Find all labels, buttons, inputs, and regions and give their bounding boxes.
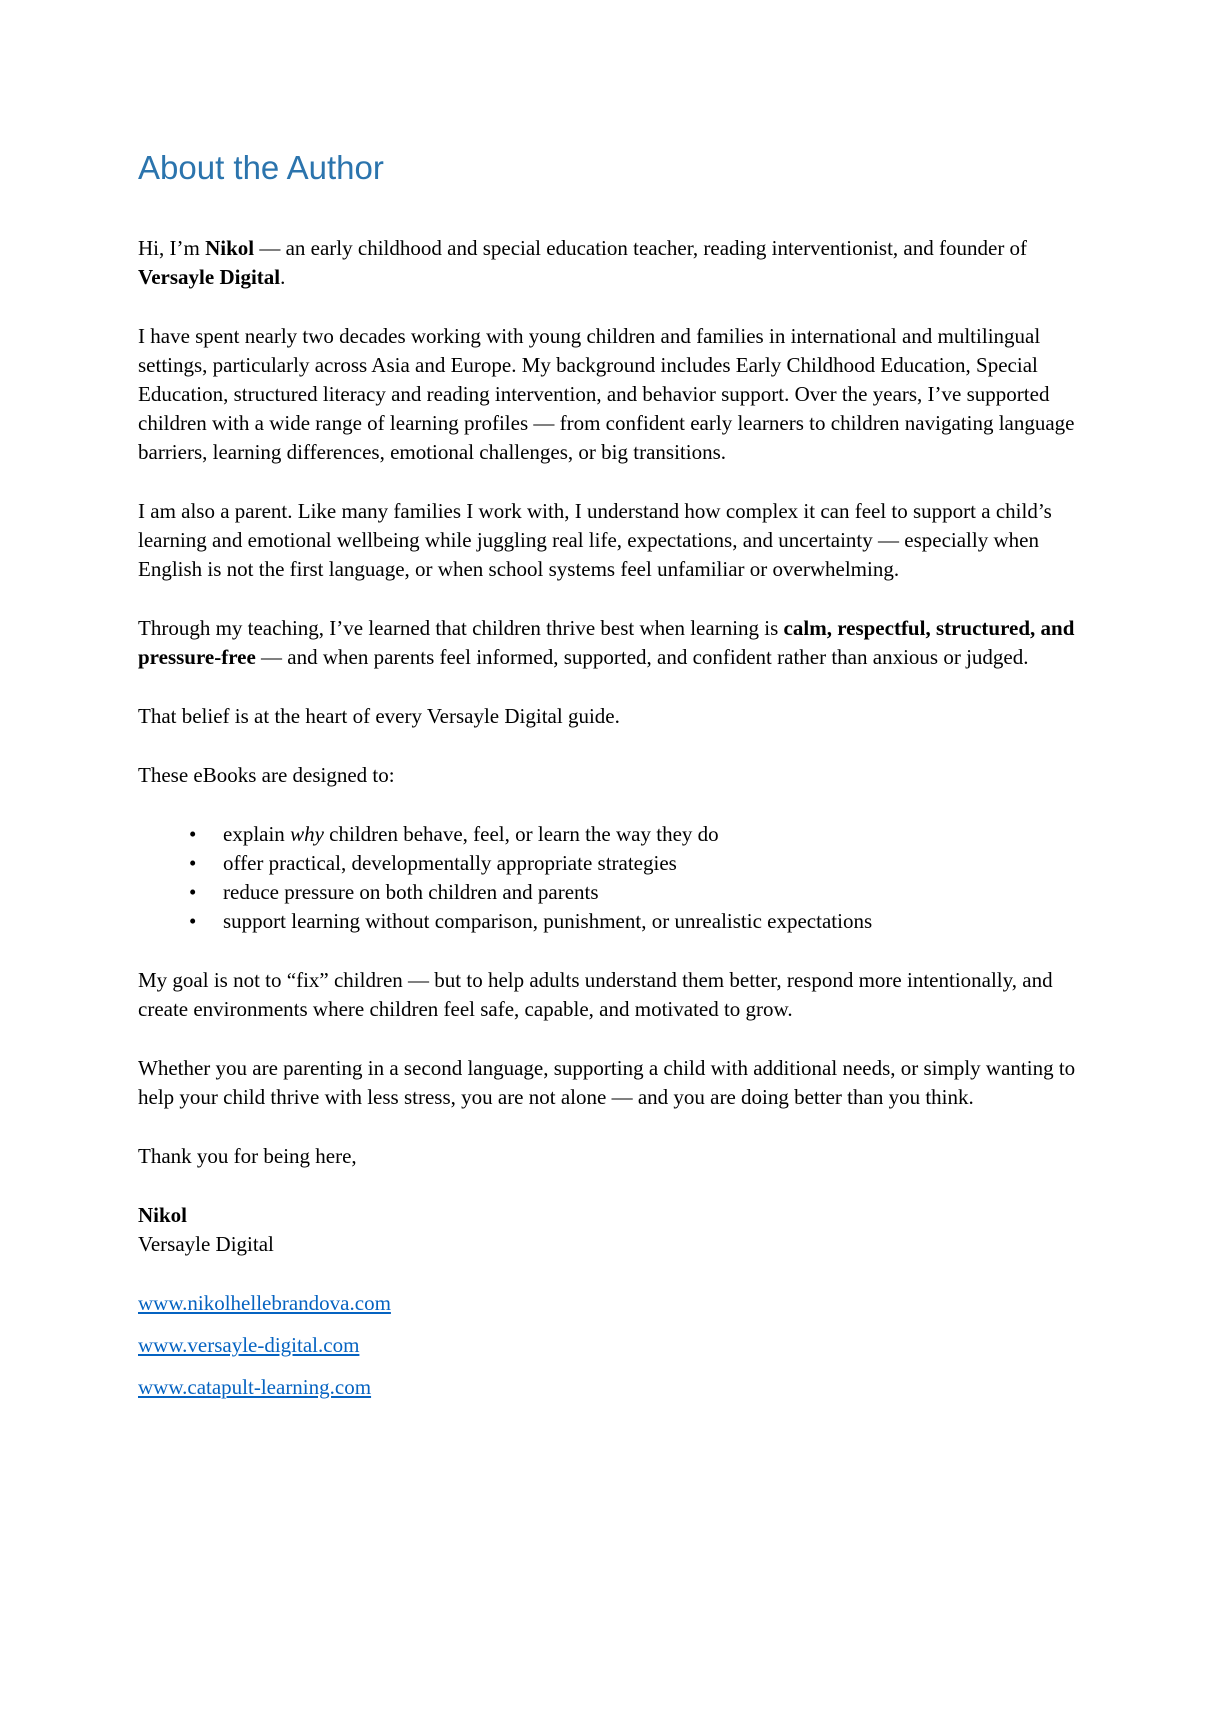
intro-paragraph xyxy=(138,234,1084,292)
page-title: About the Author xyxy=(138,149,384,186)
text-run: I am also a parent. Like many families I work with, I understand how complex it can feel to support a child’s learning and emotional wellbeing while juggling real life, expectations, and uncertainty — especially when English is not the first language, or when school systems feel unfamiliar or overwhelming. xyxy=(138,499,1052,581)
ebook-goals-list xyxy=(138,820,1084,936)
text-run: That belief is at the heart of every Versayle Digital guide. xyxy=(138,704,620,728)
text-run: why xyxy=(290,822,324,846)
link-catapult-learning[interactable]: www.catapult-learning.com xyxy=(138,1375,372,1399)
text-run: — an early childhood and special education teacher, reading interventionist, and founder of xyxy=(254,236,1028,260)
teaching-philosophy-paragraph xyxy=(138,614,1084,672)
text-run: Versayle Digital xyxy=(138,265,281,289)
text-run: reduce pressure on both children and parents xyxy=(223,880,599,904)
belief-paragraph xyxy=(138,702,1084,731)
text-run: My goal is not to “fix” children — but to help adults understand them better, respond more intentionally, and create environments where children feel safe, capable, and motivated to grow. xyxy=(138,968,1053,1021)
text-run: — and when parents feel informed, supported, and confident rather than anxious or judged. xyxy=(255,645,1029,669)
ebooks-intro-paragraph xyxy=(138,761,1084,790)
text-run: Whether you are parenting in a second language, supporting a child with additional needs, or simply wanting to help your child thrive with less stress, you are not alone — and you are doing better than you think. xyxy=(138,1056,1076,1109)
background-paragraph xyxy=(138,322,1084,467)
text-run: . xyxy=(280,265,286,289)
signature-company: Versayle Digital xyxy=(138,1232,274,1256)
link-line xyxy=(138,1289,1084,1318)
text-run: calm, respectful, structured, and pressure-free xyxy=(138,616,1075,669)
link-line xyxy=(138,1373,1084,1402)
text-run: These eBooks are designed to: xyxy=(138,763,395,787)
thanks-paragraph xyxy=(138,1142,1084,1171)
link-nikolhellebrandova[interactable]: www.nikolhellebrandova.com xyxy=(138,1291,391,1315)
text-run: explain xyxy=(223,822,291,846)
encouragement-paragraph xyxy=(138,1054,1084,1112)
text-run: support learning without comparison, punishment, or unrealistic expectations xyxy=(223,909,873,933)
parent-paragraph xyxy=(138,497,1084,584)
text-run: I have spent nearly two decades working with young children and families in international and multilingual settings, particularly across Asia and Europe. My background includes Early Childhood Education, Special Education, structured literacy and reading intervention, and behavior support. Over the years, I’ve supported children with a wide range of learning profiles — from confident early learners to children navigating language barriers, learning differences, emotional challenges, or big transitions. xyxy=(138,324,1075,464)
link-line xyxy=(138,1331,1084,1360)
list-item xyxy=(138,878,1084,907)
text-run: offer practical, developmentally appropriate strategies xyxy=(223,851,677,875)
text-run: children behave, feel, or learn the way they do xyxy=(323,822,719,846)
text-run: Through my teaching, I’ve learned that children thrive best when learning is xyxy=(138,616,784,640)
signature-block xyxy=(138,1201,1084,1259)
text-run: Hi, I’m xyxy=(138,236,206,260)
list-item xyxy=(138,820,1084,849)
text-run: Thank you for being here, xyxy=(138,1144,357,1168)
link-versayle-digital[interactable]: www.versayle-digital.com xyxy=(138,1333,360,1357)
signature-name: Nikol xyxy=(138,1203,188,1227)
text-run: Nikol xyxy=(205,236,255,260)
list-item xyxy=(138,907,1084,936)
goal-paragraph xyxy=(138,966,1084,1024)
list-item xyxy=(138,849,1084,878)
